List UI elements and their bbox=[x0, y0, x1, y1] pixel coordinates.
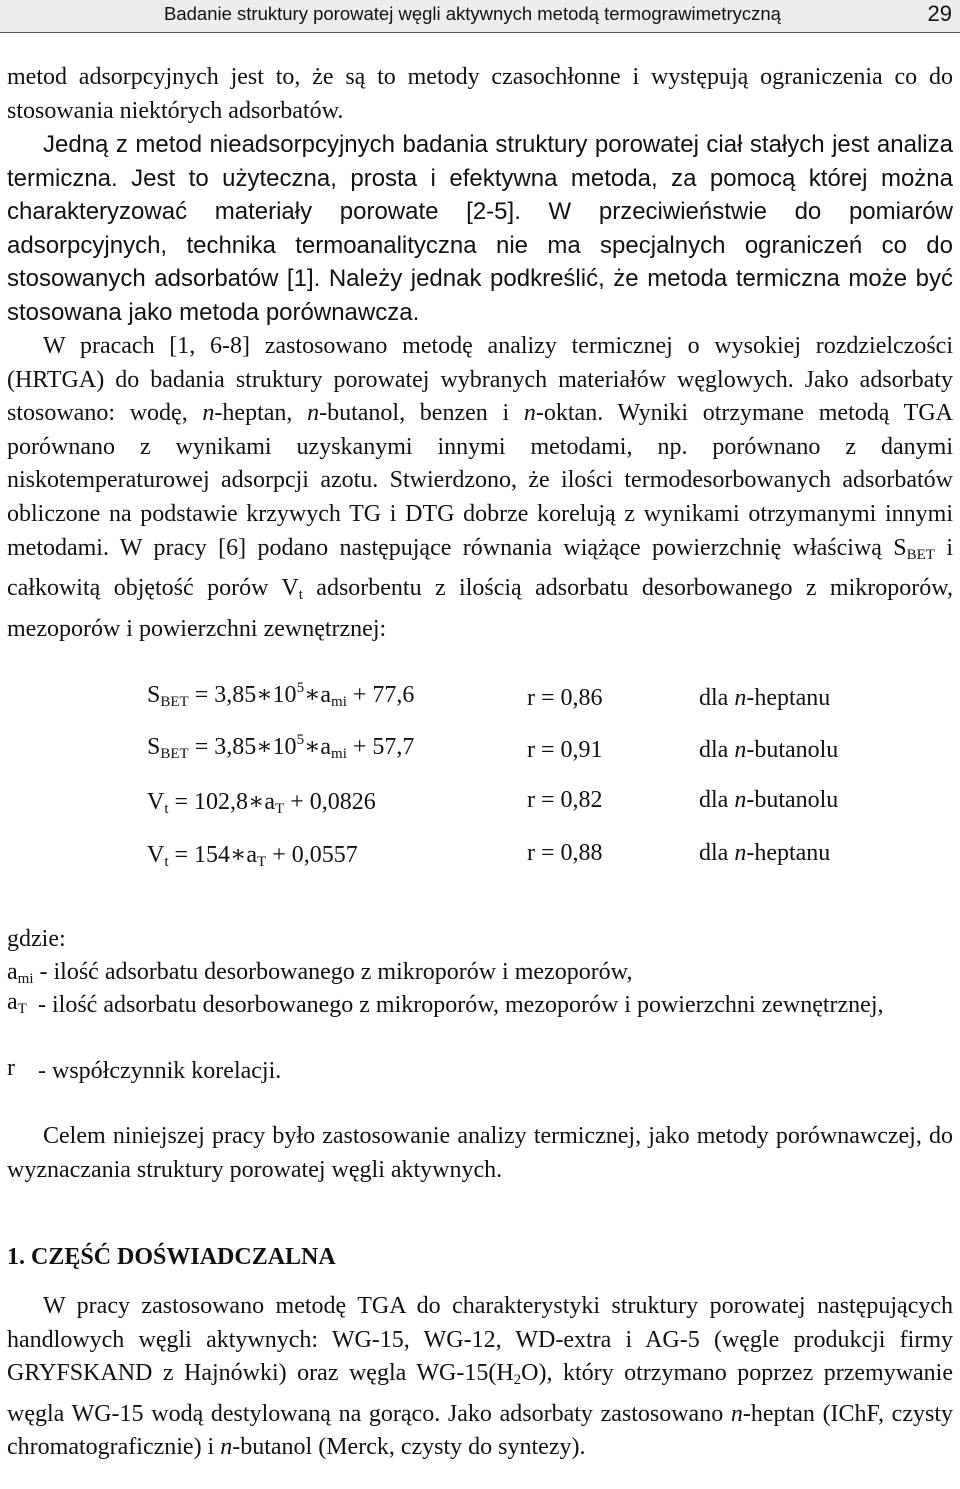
equation-4-correlation: r = 0,88 bbox=[527, 840, 603, 866]
definition-at-term: $a_T$ bbox=[7, 989, 27, 1017]
equation-4: $V_t$ = $154∗a_T + 0,0557$ bbox=[147, 842, 358, 870]
equation-3-correlation: r = 0,82 bbox=[527, 787, 603, 813]
definition-r-term: r bbox=[7, 1055, 15, 1081]
equation-4-solvent: dla n-heptanu bbox=[699, 840, 831, 866]
definition-at-text: - ilość adsorbatu desorbowanego z mikroporów, mezoporów i powierzchni zewnętrznej, bbox=[38, 992, 884, 1018]
definition-ami: $a_{mi}$ - ilość adsorbatu desorbowanego z mikroporów i mezoporów, bbox=[7, 959, 633, 987]
paragraph-5: W pracy zastosowano metodę TGA do charakterystyki struktury porowatej następujących handlowych węgli aktywnych: WG-15, WG-12, WD-extra i AG-5 (węgle produkcji firmy GRYFSKAND z Hajnówki) oraz węgla $WG-15(H_2O)$, który otrzymano poprzez przemywanie węgla WG-15 wodą destylowaną na gorąco. Jako adsorbaty zastosowano n-heptan (IChF, czysty chromatograficznie) i n-butanol (Merck, czysty do syntezy). bbox=[7, 1293, 953, 1461]
definition-r-text: - współczynnik korelacji. bbox=[38, 1058, 282, 1084]
running-header bbox=[0, 0, 960, 33]
equation-3: $V_t$ = $102,8∗a_T + 0,0826$ bbox=[147, 789, 376, 817]
equation-1: $S_{BET}$ = $3,85∗10^5∗a_{mi} + 77,6$ bbox=[147, 680, 415, 710]
section-heading: 1. CZĘŚĆ DOŚWIADCZALNA bbox=[7, 1244, 336, 1270]
equation-2-correlation: r = 0,91 bbox=[527, 737, 603, 763]
page-number: 29 bbox=[927, 1, 952, 26]
paragraph-4: Celem niniejszej pracy było zastosowanie analizy termicznej, jako metody porównawczej, do wyznaczania struktury porowatej węgli aktywnych. bbox=[7, 1123, 953, 1183]
equation-2-solvent: dla n-butanolu bbox=[699, 737, 839, 763]
paragraph-1: metod adsorpcyjnych jest to, że są to metody czasochłonne i występują ograniczenia co do stosowania niektórych adsorbatów. bbox=[7, 64, 953, 124]
paragraph-2: Jedną z metod nieadsorpcyjnych badania struktury porowatej ciał stałych jest analiza termiczna. Jest to użyteczna, prosta i efektywna metoda, za pomocą której można charakteryzować materiały porowate [2-5]. W przeciwieństwie do pomiarów adsorpcyjnych, technika termoanalityczna nie ma specjalnych ograniczeń co do stosowanych adsorbatów [1]. Należy jednak podkreślić, że metoda termiczna może być stosowana jako metoda porównawcza. bbox=[7, 131, 953, 326]
equation-1-correlation: r = 0,86 bbox=[527, 685, 603, 711]
equation-3-solvent: dla n-butanolu bbox=[699, 787, 839, 813]
paragraph-3: W pracach [1, 6-8] zastosowano metodę analizy termicznej o wysokiej rozdzielczości (HRTGA) do badania struktury porowatej wybranych materiałów węglowych. Jako adsorbaty stosowano: wodę, n-heptan, n-butanol, benzen i n-oktan. Wyniki otrzymane metodą TGA porównano z wynikami uzyskanymi innymi metodami, np. porównano z danymi niskotemperaturowej adsorpcji azotu. Stwierdzono, że ilości termodesorbowanych adsorbatów obliczone na podstawie krzywych TG i DTG dobrze korelują z wynikami otrzymanymi innymi metodami. W pracy [6] podano następujące równania wiążące powierzchnię właściwą $S_{BET}$ i całkowitą objętość porów $V_t$ adsorbentu z ilością adsorbatu desorbowanego z mikroporów, mezoporów i powierzchni zewnętrznej: bbox=[7, 333, 954, 642]
equation-1-solvent: dla n-heptanu bbox=[699, 685, 831, 711]
running-title: Badanie struktury porowatej węgli aktywnych metodą termograwimetryczną bbox=[164, 3, 781, 24]
definitions-intro: gdzie: bbox=[7, 926, 66, 952]
equation-2: $S_{BET}$ = $3,85∗10^5∗a_{mi} + 57,7$ bbox=[147, 732, 415, 762]
